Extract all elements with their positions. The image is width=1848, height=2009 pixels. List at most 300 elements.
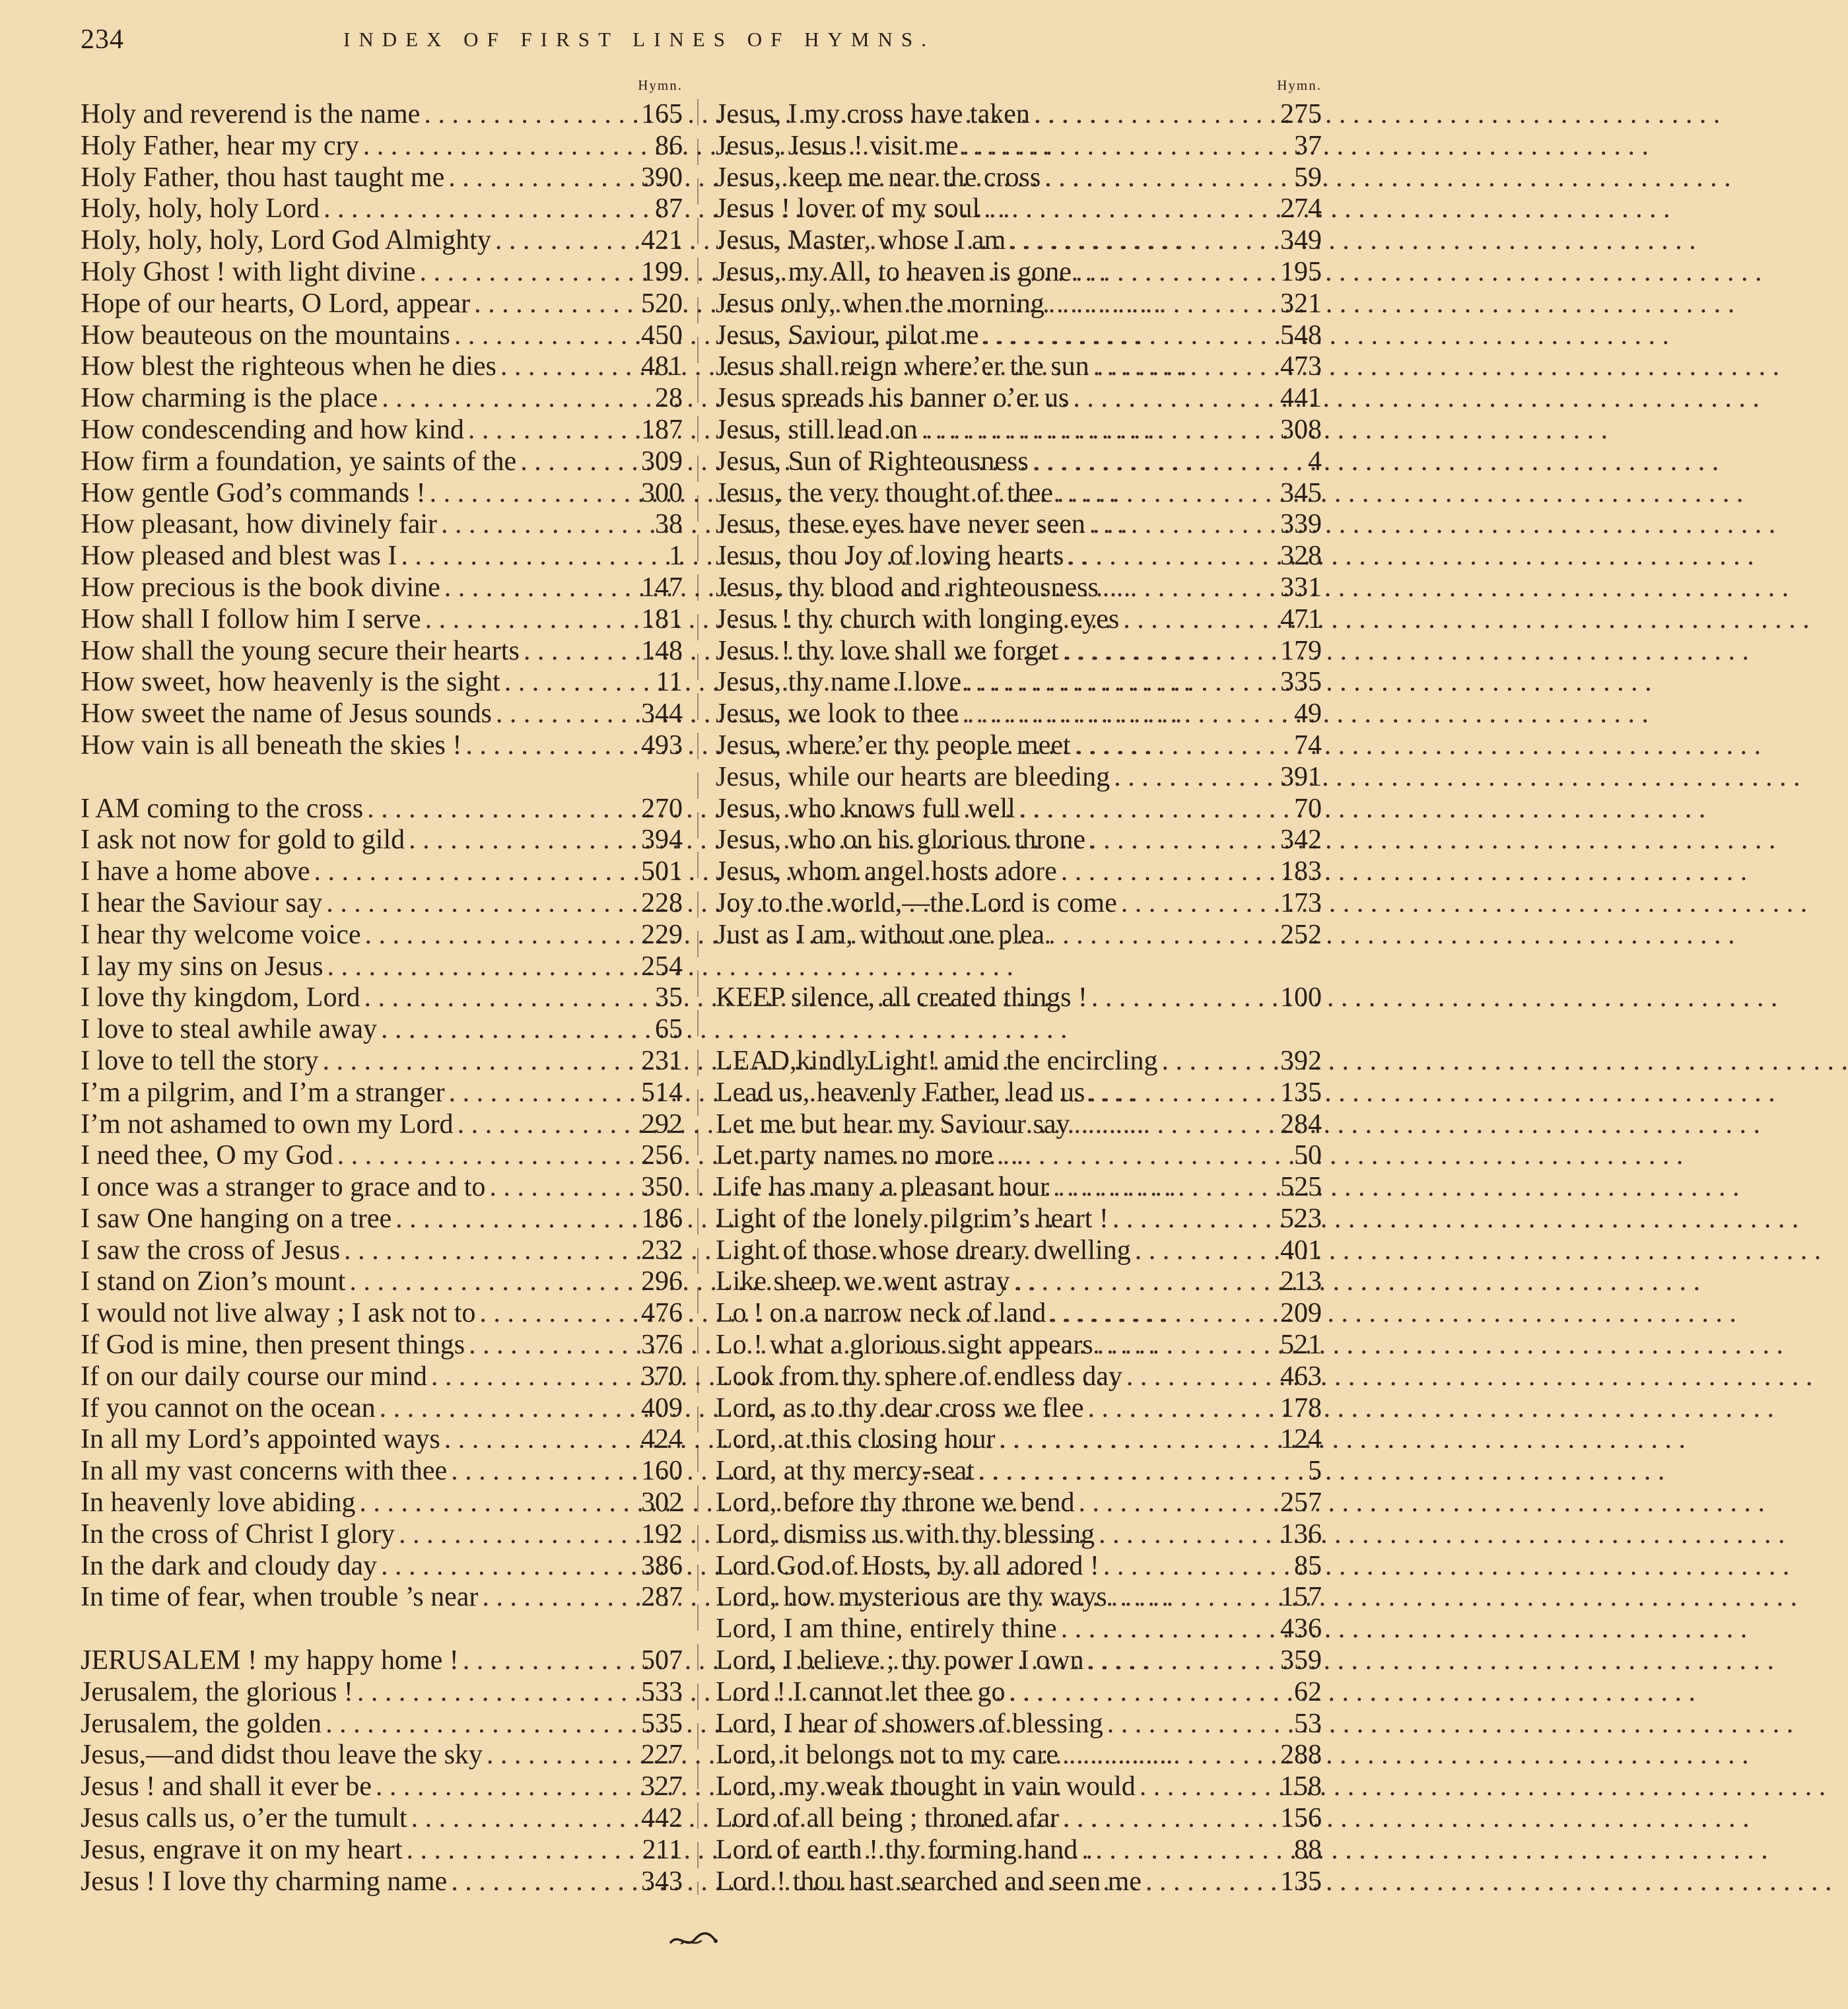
index-entry: [716, 1046, 1322, 1077]
first-line: In time of fear, when trouble ’s near: [81, 1582, 479, 1613]
first-line: Look from thy sphere of endless day: [716, 1361, 1122, 1392]
first-line: Holy and reverend is the name: [81, 99, 421, 129]
dot-leader: [962, 698, 1260, 730]
hymn-number: 392: [1280, 1045, 1322, 1076]
first-line: Jesus, Master, whose I am: [716, 225, 1006, 256]
hymn-number: 135: [1280, 1866, 1322, 1897]
dot-leader: [1010, 225, 1260, 257]
hymn-number: 74: [1294, 730, 1322, 761]
dot-leader: [364, 982, 621, 1014]
index-entry: [81, 1204, 683, 1235]
dot-leader: [465, 730, 621, 762]
first-line: Let party names no more: [716, 1140, 993, 1171]
hymn-number: 376: [641, 1330, 683, 1361]
hymn-number: 450: [641, 320, 683, 351]
index-entry: [81, 1866, 683, 1898]
index-entry: [81, 1424, 683, 1456]
index-entry: [81, 604, 683, 636]
index-entry: [81, 1330, 683, 1361]
hymn-number: 186: [641, 1203, 683, 1234]
hymn-number: 525: [1280, 1172, 1322, 1203]
index-entry: [81, 509, 683, 541]
dot-leader: [1097, 1330, 1260, 1361]
index-entry: [716, 1677, 1322, 1709]
first-line: Holy Ghost ! with light divine: [81, 256, 416, 287]
hymn-number: 481: [641, 351, 683, 382]
dot-leader: [1121, 888, 1260, 920]
hymn-number: 514: [641, 1077, 683, 1108]
first-line: If on our daily course our mind: [81, 1361, 427, 1392]
hymn-number: 209: [1280, 1298, 1322, 1329]
hymn-number: 37: [1294, 130, 1322, 161]
hymn-number: 160: [641, 1456, 683, 1487]
first-line: Jesus, I my cross have taken: [716, 99, 1030, 129]
hymn-number: 211: [642, 1834, 683, 1865]
hymn-number: 493: [641, 730, 683, 761]
dot-leader: [1089, 509, 1260, 541]
first-line: How sweet, how heavenly is the sight: [81, 667, 500, 698]
index-entry: [81, 1298, 683, 1330]
index-entry: [716, 1330, 1322, 1361]
first-line: In all my Lord’s appointed ways: [81, 1424, 440, 1455]
dot-leader: [1146, 1866, 1260, 1898]
hymn-number: 173: [1280, 887, 1322, 918]
first-line: Jesus, whom angel hosts adore: [716, 856, 1057, 887]
hymn-number: 62: [1294, 1676, 1322, 1707]
dot-leader: [1034, 99, 1260, 131]
first-line: I’m a pilgrim, and I’m a stranger: [81, 1077, 445, 1108]
index-entry: [716, 667, 1322, 698]
dot-leader: [324, 193, 621, 225]
index-entry: [716, 1393, 1322, 1425]
hymn-number: 335: [1280, 667, 1322, 698]
first-line: Jesus, engrave it on my heart: [81, 1834, 403, 1865]
page-number: 234: [81, 24, 124, 55]
hymn-number: 349: [1280, 225, 1322, 256]
hymn-number: 548: [1280, 320, 1322, 351]
dot-leader: [1140, 1771, 1260, 1803]
index-entry: [81, 415, 683, 446]
index-entry: [716, 1140, 1322, 1172]
first-line: Lord, before thy throne we bend: [716, 1487, 1075, 1518]
first-line: Lord, I believe ; thy power I own: [716, 1645, 1084, 1676]
hymn-number: 476: [641, 1298, 683, 1329]
first-line: If God is mine, then present things: [81, 1330, 465, 1361]
dot-leader: [344, 1235, 621, 1267]
hymn-number: 179: [1280, 635, 1322, 666]
index-entry: [716, 1298, 1322, 1330]
hymn-number: 256: [641, 1140, 683, 1171]
hymn-number: 370: [641, 1361, 683, 1392]
hymn-number: 345: [1280, 477, 1322, 508]
index-entry: [716, 730, 1322, 762]
index-entry: [81, 383, 683, 415]
dot-leader: [381, 1014, 621, 1046]
index-entry: [716, 193, 1322, 225]
first-line: Holy, holy, holy Lord: [81, 193, 320, 224]
dot-leader: [367, 794, 621, 825]
dot-leader: [978, 1456, 1260, 1487]
first-line: Lord ! thou hast searched and seen me: [716, 1866, 1142, 1897]
index-entry: [81, 1361, 683, 1393]
first-line: How blest the righteous when he dies: [81, 351, 496, 382]
hymn-number: 181: [641, 603, 683, 634]
hymn-number: 70: [1294, 793, 1322, 824]
index-entry: [81, 951, 683, 983]
first-line: Light of those whose dreary dwelling: [716, 1235, 1131, 1266]
entries-right: [716, 99, 1322, 1897]
dot-leader: [441, 509, 621, 541]
dot-leader: [1091, 982, 1260, 1014]
first-line: Jesus ! thy love shall we forget: [716, 635, 1059, 666]
hymn-number: 409: [641, 1392, 683, 1423]
first-line: How pleasant, how divinely fair: [81, 509, 438, 540]
index-entry: [716, 1709, 1322, 1740]
hymn-number: 394: [641, 825, 683, 856]
dot-leader: [474, 289, 621, 320]
index-entry: [716, 162, 1322, 194]
index-entry: [716, 1740, 1322, 1771]
dot-leader: [479, 1298, 621, 1330]
index-entry: [716, 698, 1322, 730]
hymn-number: 302: [641, 1487, 683, 1518]
first-line: Jesus only, when the morning: [716, 288, 1044, 319]
index-entry: [716, 1266, 1322, 1298]
first-line: I love to steal awhile away: [81, 1014, 377, 1045]
dot-leader: [376, 1771, 621, 1803]
first-line: Jesus, who on his glorious throne: [716, 825, 1085, 856]
first-line: I saw One hanging on a tree: [81, 1203, 392, 1234]
first-line: I stand on Zion’s mount: [81, 1266, 346, 1297]
index-column-left: [81, 71, 683, 1897]
dot-leader: [1089, 825, 1260, 856]
first-line: Jesus ! lover of my soul: [716, 193, 980, 224]
hymn-number: 135: [1280, 1077, 1322, 1108]
index-entry: [716, 446, 1322, 478]
dot-leader: [1010, 1677, 1260, 1709]
hymn-number: 213: [1280, 1266, 1322, 1297]
dot-leader: [1068, 541, 1260, 572]
index-entry: [716, 1614, 1322, 1645]
index-entry: [81, 162, 683, 194]
first-line: I love thy kingdom, Lord: [81, 982, 360, 1013]
hymn-number: 49: [1294, 698, 1322, 730]
dot-leader: [1033, 446, 1260, 478]
index-entry: [81, 1645, 683, 1677]
first-line: Jesus, Jesus ! visit me: [716, 130, 959, 161]
index-entry: [81, 541, 683, 572]
index-entry: [81, 667, 683, 698]
dot-leader: [337, 1140, 621, 1172]
dot-leader: [469, 1330, 621, 1361]
first-line: Lead us, heavenly Father, lead us: [716, 1077, 1085, 1108]
first-line: Lord, at thy mercy-seat: [716, 1456, 975, 1487]
dot-leader: [431, 1361, 621, 1393]
hymn-number: 463: [1280, 1361, 1322, 1392]
index-entry: [81, 1582, 683, 1614]
dot-leader: [1081, 1835, 1260, 1866]
hymn-number: 187: [641, 414, 683, 445]
hymn-number: 65: [655, 1014, 683, 1045]
dot-leader: [1073, 383, 1260, 415]
dot-leader: [504, 667, 621, 698]
first-line: I love to tell the story: [81, 1045, 319, 1076]
first-line: Hope of our hearts, O Lord, appear: [81, 288, 471, 319]
dot-leader: [380, 1393, 621, 1425]
dot-leader: [444, 1424, 621, 1456]
dot-leader: [409, 825, 621, 856]
hymn-number: 11: [656, 667, 683, 698]
hymn-number: 252: [1280, 919, 1322, 950]
first-line: Just as I am, without one plea: [716, 919, 1045, 950]
hymn-number: 523: [1280, 1203, 1322, 1234]
first-line: Jesus ! thy church with longing eyes: [716, 603, 1120, 634]
first-line: Jesus, the very thought of thee: [716, 477, 1053, 508]
hymn-number: 53: [1294, 1708, 1322, 1739]
hymn-number: 178: [1280, 1392, 1322, 1423]
index-entry: [716, 1109, 1322, 1141]
first-line: In heavenly love abiding: [81, 1487, 356, 1518]
dot-leader: [357, 1677, 621, 1709]
dot-leader: [327, 951, 621, 983]
index-entry: [716, 1487, 1322, 1519]
first-line: In the cross of Christ I glory: [81, 1518, 395, 1549]
first-line: Light of the lonely pilgrim’s heart !: [716, 1203, 1109, 1234]
index-entry: [81, 730, 683, 762]
hymn-number: 343: [641, 1866, 683, 1897]
first-line: In the dark and cloudy day: [81, 1550, 378, 1581]
first-line: Lo ! on a narrow neck of land: [716, 1298, 1046, 1329]
first-line: Lord, as to thy dear cross we flee: [716, 1392, 1084, 1423]
index-entry: [81, 446, 683, 478]
dot-leader: [982, 320, 1260, 352]
dot-leader: [1074, 1109, 1260, 1141]
dot-leader: [999, 1424, 1260, 1456]
index-entry: [716, 415, 1322, 446]
hymn-number: 386: [641, 1550, 683, 1581]
dot-leader: [496, 698, 621, 730]
first-line: Lord, at this closing hour: [716, 1424, 996, 1455]
index-entry: [716, 351, 1322, 383]
first-line: How firm a foundation, ye saints of the: [81, 446, 517, 477]
first-line: Lord, it belongs not to my care: [716, 1740, 1059, 1771]
index-entry: [81, 1835, 683, 1866]
hymn-number: 442: [641, 1803, 683, 1834]
first-line: Lord of earth ! thy forming hand: [716, 1834, 1078, 1865]
first-line: Jesus, where’er thy people meet: [716, 730, 1071, 761]
index-entry: [716, 825, 1322, 856]
first-line: Jesus spreads his banner o’er us: [716, 383, 1070, 414]
dot-leader: [1050, 1298, 1260, 1330]
dot-leader: [448, 162, 621, 194]
index-entry: [81, 825, 683, 856]
hymn-number: 342: [1280, 825, 1322, 856]
first-line: Jesus, thy blood and righteousness: [716, 572, 1099, 603]
index-entry: [81, 1803, 683, 1835]
index-entry: [81, 1077, 683, 1109]
first-line: Life has many a pleasant hour: [716, 1172, 1049, 1203]
hymn-number: 331: [1280, 572, 1322, 603]
first-line: Jesus, while our hearts are bleeding: [716, 761, 1111, 792]
hymn-column-heading: Hymn.: [1277, 77, 1322, 93]
dot-leader: [401, 541, 621, 572]
dot-leader: [1162, 1046, 1260, 1077]
index-entry: [81, 572, 683, 604]
first-line: Holy Father, hear my cry: [81, 130, 359, 161]
index-entry: [81, 320, 683, 352]
hymn-number: 321: [1280, 288, 1322, 319]
section-gap: [716, 951, 1322, 983]
first-line: Lord, my weak thought in vain would: [716, 1771, 1136, 1802]
dot-leader: [1014, 1266, 1260, 1298]
index-entry: [716, 1551, 1322, 1583]
first-line: How gentle God’s commands !: [81, 477, 426, 508]
hymn-number: 300: [641, 477, 683, 508]
hymn-number: 38: [655, 509, 683, 540]
index-entry: [81, 1393, 683, 1425]
index-entry: [716, 1835, 1322, 1866]
dot-leader: [524, 636, 621, 667]
hymn-number: 292: [641, 1108, 683, 1140]
hymn-number: 50: [1294, 1140, 1322, 1171]
dot-leader: [1107, 1709, 1260, 1740]
hymn-number: 473: [1280, 351, 1322, 382]
dot-leader: [1099, 1519, 1260, 1551]
index-entry: [716, 320, 1322, 352]
dot-leader: [965, 667, 1260, 698]
index-entry: [81, 1740, 683, 1771]
hymn-number: 228: [641, 887, 683, 918]
index-entry: [716, 1361, 1322, 1393]
index-entry: [716, 888, 1322, 920]
dot-leader: [1053, 1172, 1260, 1204]
dot-leader: [444, 572, 621, 604]
hymn-number: 308: [1280, 414, 1322, 445]
index-entry: [716, 1803, 1322, 1835]
dot-leader: [1019, 794, 1260, 825]
dot-leader: [1057, 478, 1260, 510]
index-entry: [81, 1551, 683, 1583]
hymn-number: 436: [1280, 1614, 1322, 1645]
hymn-number: 100: [1280, 982, 1322, 1013]
first-line: Jesus shall reign where’er the sun: [716, 351, 1089, 382]
index-entry: [81, 1487, 683, 1519]
first-line: How beauteous on the mountains: [81, 320, 450, 351]
index-entry: [81, 982, 683, 1014]
hymn-number: 28: [655, 383, 683, 414]
dot-leader: [1062, 1740, 1260, 1771]
index-entry: [716, 131, 1322, 162]
hymn-number: 339: [1280, 509, 1322, 540]
first-line: Jesus, thy name I love: [716, 667, 962, 698]
index-entry: [81, 1235, 683, 1267]
first-line: KEEP silence, all created things !: [716, 982, 1087, 1013]
dot-leader: [364, 920, 621, 951]
section-gap: [716, 1014, 1322, 1046]
index-entry: [81, 636, 683, 667]
first-line: LEAD,kindlyLight! amid the encircling: [716, 1045, 1158, 1076]
index-entry: [716, 794, 1322, 825]
hymn-number: 165: [641, 99, 683, 129]
dot-leader: [395, 1204, 621, 1235]
section-gap: [81, 762, 683, 794]
index-entry: [81, 1771, 683, 1803]
dot-leader: [424, 99, 621, 131]
index-entry: [81, 1172, 683, 1204]
first-line: How vain is all beneath the skies !: [81, 730, 462, 761]
first-line: I would not live alway ; I ask not to: [81, 1298, 476, 1329]
dot-leader: [1103, 1551, 1260, 1583]
hymn-number: 199: [641, 256, 683, 287]
first-line: I’m not ashamed to own my Lord: [81, 1108, 454, 1140]
index-entry: [716, 1866, 1322, 1898]
dot-leader: [482, 1582, 621, 1614]
hymn-number: 287: [641, 1582, 683, 1613]
index-entry: [716, 541, 1322, 572]
dot-leader: [489, 1172, 621, 1204]
dot-leader: [1089, 1077, 1260, 1109]
dot-leader: [1123, 604, 1260, 636]
index-entry: [716, 478, 1322, 510]
first-line: Lord, dismiss us with thy blessing: [716, 1518, 1095, 1549]
dot-leader: [326, 888, 621, 920]
index-entry: [81, 1456, 683, 1487]
first-line: Jesus, keep me near the cross: [716, 162, 1041, 193]
index-entry: [716, 1771, 1322, 1803]
dot-leader: [458, 1109, 621, 1141]
dot-leader: [430, 478, 621, 510]
first-line: Lord, how mysterious are thy ways: [716, 1582, 1107, 1613]
hymn-number: 288: [1280, 1740, 1322, 1771]
first-line: Jesus calls us, o’er the tumult: [81, 1803, 407, 1834]
dot-leader: [420, 257, 621, 289]
hymn-number: 86: [655, 130, 683, 161]
dot-leader: [1126, 1361, 1260, 1393]
dot-leader: [468, 415, 621, 446]
index-entry: [81, 351, 683, 383]
hymn-number: 87: [655, 193, 683, 224]
index-entry: [716, 1456, 1322, 1487]
index-entry: [716, 762, 1322, 794]
hymn-number: 227: [641, 1740, 683, 1771]
index-entry: [81, 257, 683, 289]
dot-leader: [1078, 1487, 1260, 1519]
hymn-number: 441: [1280, 383, 1322, 414]
index-entry: [716, 257, 1322, 289]
dot-leader: [1111, 1582, 1260, 1614]
first-line: Lord of all being ; throned afar: [716, 1803, 1060, 1834]
first-line: I ask not now for gold to gild: [81, 825, 405, 856]
index-entry: [716, 920, 1322, 951]
first-line: Jerusalem, the golden: [81, 1708, 322, 1739]
first-line: Jesus, thou Joy of loving hearts: [716, 541, 1064, 572]
first-line: Lord God of Hosts, by all adored !: [716, 1550, 1099, 1581]
first-line: I hear thy welcome voice: [81, 919, 361, 950]
first-line: How shall the young secure their hearts: [81, 635, 520, 666]
hymn-number: 507: [641, 1645, 683, 1676]
index-entry: [81, 888, 683, 920]
hymn-number: 424: [641, 1424, 683, 1455]
hymn-number: 328: [1280, 541, 1322, 572]
index-entry: [81, 131, 683, 162]
index-entry: [716, 99, 1322, 131]
dot-leader: [363, 131, 621, 162]
first-line: Let me but hear my Saviour say: [716, 1108, 1070, 1140]
index-entry: [81, 1266, 683, 1298]
hymn-number: 270: [641, 793, 683, 824]
running-head: INDEX OF FIRST LINES OF HYMNS.: [343, 28, 935, 51]
first-line: Joy to the world,—the Lord is come: [716, 887, 1117, 918]
